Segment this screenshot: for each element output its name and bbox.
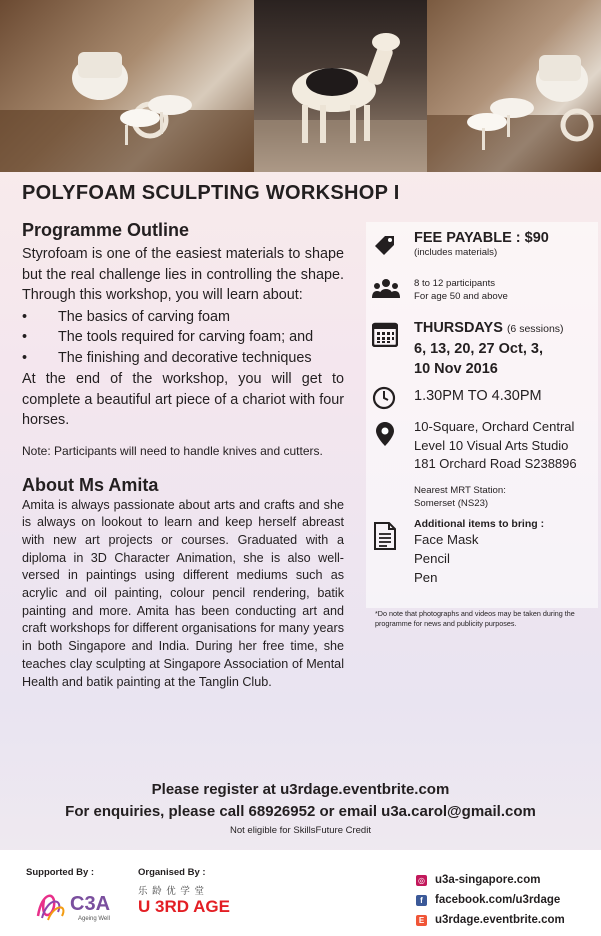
programme-outline-heading: Programme Outline	[22, 220, 190, 240]
bullet: •	[22, 329, 28, 345]
session-count: (6 sessions)	[506, 323, 564, 335]
svg-text:C3A: C3A	[70, 893, 111, 915]
list-item: • The tools required for carving foam; and	[22, 327, 344, 348]
venue-line-3: 181 Orchard Road S238896	[414, 456, 577, 471]
horse-photo-center	[254, 0, 427, 172]
venue-line-1: 10-Square, Orchard Central	[414, 419, 575, 434]
list-item: • The finishing and decorative techniques	[22, 348, 344, 369]
footer	[0, 850, 601, 936]
safety-note: Note: Participants will need to handle knives and cutters.	[22, 443, 323, 458]
outline-intro: Styrofoam is one of the easiest materials to shape but the real challenge lies in controlling the shape. Through this workshop, you will learn about:	[22, 246, 344, 303]
mrt-station: Somerset (NS23)	[414, 498, 489, 509]
workshop-title: POLYFOAM SCULPTING WORKSHOP I	[22, 182, 400, 204]
location-pin-icon	[376, 422, 394, 446]
svg-text:Ageing Well: Ageing Well	[78, 916, 110, 922]
c3a-logo	[34, 886, 124, 931]
schedule-dates-2: 10 Nov 2016	[414, 361, 498, 377]
people-icon	[372, 278, 400, 300]
fee-amount: FEE PAYABLE : $90	[414, 230, 549, 246]
clock-icon	[372, 386, 396, 410]
participants-count: 8 to 12 participants	[414, 278, 496, 289]
programme-content	[22, 220, 344, 691]
list-item: Pencil	[414, 551, 450, 566]
mrt-label: Nearest MRT Station:	[414, 485, 506, 496]
skillsfuture-note: Not eligible for SkillsFuture Credit	[230, 825, 371, 836]
u3a-chinese-name: 乐 龄 优 学 堂	[138, 886, 206, 897]
about-heading: About Ms Amita	[22, 474, 159, 495]
eventbrite-icon: E	[416, 915, 427, 926]
schedule-day: THURSDAYS (6 sessions)	[414, 320, 564, 336]
register-line: Please register at u3rdage.eventbrite.com	[151, 781, 450, 798]
u3a-wordmark: U 3RD AGE	[138, 897, 230, 916]
eventbrite-link[interactable]: E u3rdage.eventbrite.com	[416, 910, 565, 930]
website-link[interactable]: ◎ u3a-singapore.com	[418, 874, 541, 886]
u3a-logo	[138, 883, 230, 917]
about-text: Amita is always passionate about arts and crafts and she is always on lookout to learn and keep herself abreast with new art projects or courses. Graduated with a diploma in 3D Character Animation, she is also well-versed in paintings using different mediums such as acrylic and oil painting, colour pencil rendering, batik painting and more. Amita has been conducting art and craft workshops for different organisations for many years in both Singapore and India. During her free time, she teaches clay sculpting at Singapore Association of Mental Health and batik painting at the Tanglin Club.	[22, 497, 344, 689]
outline-closing: At the end of the workshop, you will get to complete a beautiful art piece of a chariot with four horses.	[22, 371, 344, 428]
bullet: •	[22, 349, 28, 366]
supported-by-label: Supported By :	[26, 867, 95, 878]
enquiries-line: For enquiries, please call 68926952 or email u3a.carol@gmail.com	[65, 803, 536, 820]
facebook-icon: f	[416, 895, 427, 906]
chariot-photo-left	[0, 0, 254, 172]
age-requirement: For age 50 and above	[414, 291, 508, 302]
info-panel	[366, 222, 598, 608]
header-photos	[0, 0, 601, 172]
schedule-dates-1: 6, 13, 20, 27 Oct, 3,	[414, 341, 543, 357]
organised-by-label: Organised By :	[138, 867, 206, 878]
photo-disclaimer: *Do note that photographs and videos may be taken during the programme for news and publicity purposes.	[375, 609, 575, 628]
fee-note: (includes materials)	[414, 247, 498, 258]
list-item: Face Mask	[414, 532, 479, 547]
website-icon: ◎	[416, 875, 427, 886]
session-time: 1.30PM TO 4.30PM	[414, 388, 542, 404]
outline-bullets	[22, 307, 344, 369]
list-item: • The basics of carving foam	[22, 307, 344, 328]
bullet: •	[22, 308, 28, 325]
venue-line-2: Level 10 Visual Arts Studio	[414, 437, 569, 453]
list-item: Pen	[414, 570, 438, 585]
price-tag-icon	[372, 232, 398, 258]
chariot-photo-right	[427, 0, 601, 172]
facebook-link[interactable]: f facebook.com/u3rdage	[416, 890, 565, 910]
bring-heading: Additional items to bring :	[414, 518, 545, 530]
footer-links	[416, 870, 565, 930]
calendar-icon	[372, 321, 398, 347]
document-icon	[374, 522, 396, 550]
